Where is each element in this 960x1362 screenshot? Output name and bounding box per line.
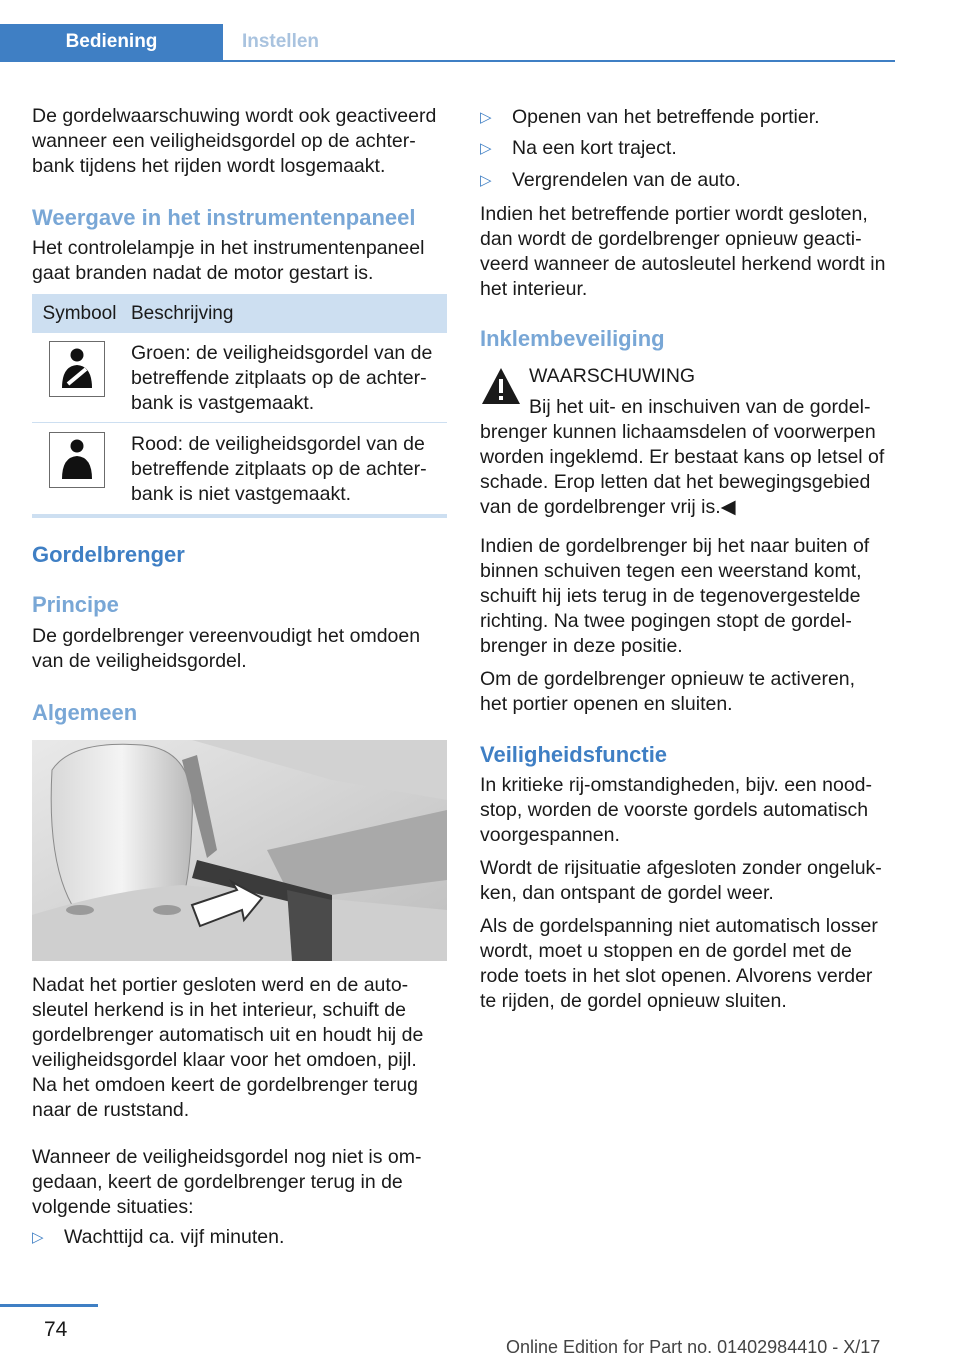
- text-line: Groen: de veiligheidsgordel van de: [131, 342, 433, 364]
- algemeen-paragraph: [32, 973, 452, 1123]
- text-line: gedaan, keert de gordelbrenger terug in de: [32, 1171, 403, 1193]
- text-line: volgende situaties:: [32, 1196, 194, 1218]
- text-line: van de gordelbrenger vrij is.◀: [480, 496, 736, 518]
- text-line: Wanneer de veiligheidsgordel nog niet is om-: [32, 1146, 422, 1168]
- text-line: In kritieke rij-omstandigheden, bijv. een nood-: [480, 774, 873, 796]
- indien2-paragraph: [480, 534, 900, 659]
- text-line: rode toets in het slot openen. Alvorens verder: [480, 965, 873, 987]
- wanneer-paragraph: [32, 1145, 452, 1220]
- seatbelt-fastened-icon: [49, 341, 105, 397]
- list-item: [32, 1225, 284, 1250]
- column-header-description: Beschrijving: [131, 303, 234, 324]
- text-line: De gordelbrenger vereenvoudigt het omdoen: [32, 625, 421, 647]
- text-line: De gordelwaarschuwing wordt ook geactiveerd: [32, 105, 437, 127]
- heading-gordelbrenger: Gordelbrenger: [32, 542, 185, 567]
- column-header-symbol: Symbool: [42, 303, 117, 324]
- text-line: dan wordt de gordelbrenger opnieuw geacti-: [480, 228, 862, 250]
- text-line: van de veiligheidsgordel.: [32, 650, 247, 672]
- text-line: wanneer een veiligheidsgordel op de achter-: [32, 130, 416, 152]
- list-item: [480, 105, 820, 130]
- text-line: gaat branden nadat de motor gestart is.: [32, 262, 374, 284]
- list-item-text: Wachttijd ca. vijf minuten.: [64, 1226, 285, 1248]
- text-line: schade. Erop letten dat het bewegingsgebied: [480, 471, 871, 493]
- text-line: Als de gordelspanning niet automatisch losser: [480, 915, 878, 937]
- text-line: ken, dan ontspant de gordel weer.: [480, 882, 774, 904]
- text-line: te rijden, de gordel opnieuw sluiten.: [480, 990, 787, 1012]
- table-bottom-rule: [32, 514, 447, 518]
- description-cell: [127, 333, 432, 422]
- table-row: [32, 423, 447, 514]
- text-line: worden ingeklemd. Er bestaat kans op letsel of: [480, 446, 885, 468]
- list-item-text: Vergrendelen van de auto.: [512, 169, 741, 191]
- symbol-cell: [32, 423, 127, 514]
- bullet-triangle-icon: ▷: [480, 172, 492, 189]
- text-line: naar de ruststand.: [32, 1099, 190, 1121]
- heading-principe: Principe: [32, 592, 119, 617]
- heading-inklembeveiliging: Inklembeveiliging: [480, 326, 665, 351]
- bullet-triangle-icon: ▷: [480, 140, 492, 157]
- page-number: 74: [44, 1318, 68, 1341]
- heading-algemeen: Algemeen: [32, 700, 138, 725]
- intro-paragraph: [32, 104, 452, 179]
- text-line: Het controlelampje in het instrumentenpaneel: [32, 237, 425, 259]
- om-paragraph: [480, 667, 900, 717]
- text-line: het portier openen en sluiten.: [480, 693, 733, 715]
- heading-weergave: Weergave in het instrumentenpaneel: [32, 205, 416, 230]
- heading-veiligheidsfunctie: Veiligheidsfunctie: [480, 742, 668, 767]
- bullet-triangle-icon: ▷: [32, 1229, 44, 1246]
- text-line: Nadat het portier gesloten werd en de auto-: [32, 974, 409, 996]
- als-paragraph: [480, 914, 900, 1014]
- principe-paragraph: [32, 624, 452, 674]
- text-line: veerd wanneer de autosleutel herkend wordt in: [480, 253, 886, 275]
- text-line: wordt, moet u stoppen en de gordel met de: [480, 940, 852, 962]
- text-line: veiligheidsgordel klaar voor het omdoen, pijl.: [32, 1049, 417, 1071]
- text-line: schuift hij iets terug in de tegenovergestelde: [480, 585, 861, 607]
- symbol-cell: [32, 333, 127, 422]
- text-line: Na het omdoen keert de gordelbrenger terug: [32, 1074, 418, 1096]
- bullet-triangle-icon: ▷: [480, 109, 492, 126]
- text-line: bank tijdens het rijden wordt losgemaakt.: [32, 155, 386, 177]
- text-line: Wordt de rijsituatie afgesloten zonder ongeluk-: [480, 857, 882, 879]
- veilig-paragraph: [480, 773, 900, 848]
- indien-paragraph: [480, 202, 900, 302]
- table-row: [32, 333, 447, 423]
- indicator-table: [32, 294, 447, 518]
- edition-note: Online Edition for Part no. 01402984410 - X/17: [506, 1337, 881, 1357]
- text-line: brenger in deze positie.: [480, 635, 683, 657]
- text-line: Indien de gordelbrenger bij het naar buiten of: [480, 535, 870, 557]
- list-item: [480, 136, 677, 161]
- text-line: Rood: de veiligheidsgordel van de: [131, 433, 425, 455]
- text-line: bank is vastgemaakt.: [131, 392, 315, 414]
- belt-feeder-illustration: [32, 740, 447, 961]
- weergave-paragraph: [32, 236, 452, 286]
- text-line: binnen schuiven tegen een weerstand komt,: [480, 560, 862, 582]
- text-line: betreffende zitplaats op de achter-: [131, 367, 427, 389]
- text-line: bank is niet vastgemaakt.: [131, 483, 352, 505]
- tab-bediening[interactable]: Bediening: [0, 24, 223, 60]
- warning-triangle-icon: [480, 366, 522, 406]
- tab-underline: [0, 60, 895, 62]
- warning-title: WAARSCHUWING: [529, 365, 696, 387]
- warning-first-line: Bij het uit- en inschuiven van de gordel-: [529, 396, 871, 418]
- text-line: het interieur.: [480, 278, 588, 300]
- wordt-paragraph: [480, 856, 900, 906]
- text-line: brenger kunnen lichaamsdelen of voorwerpen: [480, 421, 876, 443]
- description-cell: [127, 423, 427, 514]
- text-line: betreffende zitplaats op de achter-: [131, 458, 427, 480]
- table-header: [32, 294, 447, 333]
- list-item: [480, 168, 741, 193]
- text-line: gordelbrenger automatisch uit en houdt hij de: [32, 1024, 424, 1046]
- text-line: Om de gordelbrenger opnieuw te activeren,: [480, 668, 856, 690]
- text-line: sleutel herkend is in het interieur, schuift de: [32, 999, 406, 1021]
- text-line: Indien het betreffende portier wordt gesloten,: [480, 203, 868, 225]
- text-line: stop, worden de voorste gordels automatisch: [480, 799, 869, 821]
- text-line: richting. Na twee pogingen stopt de gordel-: [480, 610, 852, 632]
- warning-paragraph: [480, 420, 900, 520]
- list-item-text: Na een kort traject.: [512, 137, 677, 159]
- section-tab-bar: [0, 24, 895, 62]
- footer-rule: [0, 1304, 98, 1307]
- list-item-text: Openen van het betreffende portier.: [512, 106, 820, 128]
- tab-instellen[interactable]: Instellen: [241, 31, 320, 52]
- seatbelt-unfastened-icon: [49, 432, 105, 488]
- text-line: voorgespannen.: [480, 824, 620, 846]
